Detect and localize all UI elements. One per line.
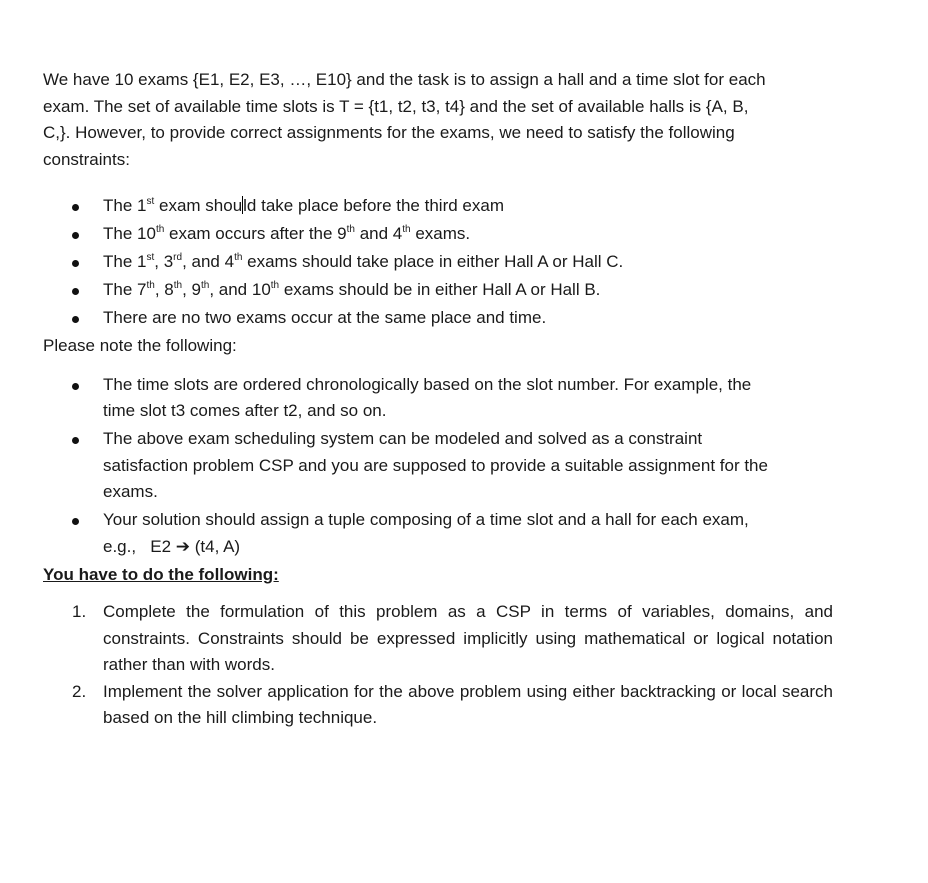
document-page [43,67,833,732]
bullet-icon [72,316,79,323]
intro-line-1: We have 10 exams {E1, E2, E3, …, E10} and the task is to assign a hall and a time slot for each [43,70,766,89]
intro-paragraph [43,67,833,173]
note-item: The above exam scheduling system can be modeled and solved as a constraint satisfaction problem CSP and you are supposed to provide a suitable assignment for the exams. [43,426,833,506]
intro-line-4: constraints: [43,149,130,169]
constraint-item: There are no two exams occur at the same place and time. [43,305,833,332]
task-item [43,599,833,679]
task-number: 1. [72,602,87,621]
bullet-icon [72,288,79,295]
notes-list [43,372,833,561]
bullet-icon [72,232,79,239]
note-item: The time slots are ordered chronologically based on the slot number. For example, the time slot t3 comes after t2, and so on. [43,372,833,425]
bullet-icon [72,204,79,211]
right-arrow-icon: ➔ [175,536,191,556]
constraint-item: The 10th exam occurs after the 9th and 4th exams. [43,221,833,248]
intro-line-2: exam. The set of available time slots is T = {t1, t2, t3, t4} and the set of available halls is {A, B, [43,96,749,116]
task-text: Implement the solver application for the above problem using either backtracking or local search based on the hill climbing technique. [103,681,833,727]
note-item: Your solution should assign a tuple composing of a time slot and a hall for each exam, e.g., E2 ➔ (t4, A) [43,507,833,560]
task-heading: You have to do the following: [43,564,279,584]
tasks-list [43,599,833,732]
task-text: Complete the formulation of this problem as a CSP in terms of variables, domains, and constraints. Constraints should be expressed implicitly using mathematical or logical notation rather than with words. [103,602,833,674]
constraint-item: The 1st exam should take place before the third exam [43,193,833,220]
bullet-icon [72,383,79,390]
task-number: 2. [72,681,87,701]
task-item [43,679,833,732]
bullet-icon [72,437,79,444]
bullet-icon [72,260,79,267]
intro-line-3: C,}. However, to provide correct assignments for the exams, we need to satisfy the following [43,123,735,142]
constraints-list [43,193,833,332]
note-heading: Please note the following: [43,336,237,355]
constraint-item: The 7th, 8th, 9th, and 10th exams should be in either Hall A or Hall B. [43,277,833,304]
constraint-item: The 1st, 3rd, and 4th exams should take place in either Hall A or Hall C. [43,249,833,276]
bullet-icon [72,518,79,525]
